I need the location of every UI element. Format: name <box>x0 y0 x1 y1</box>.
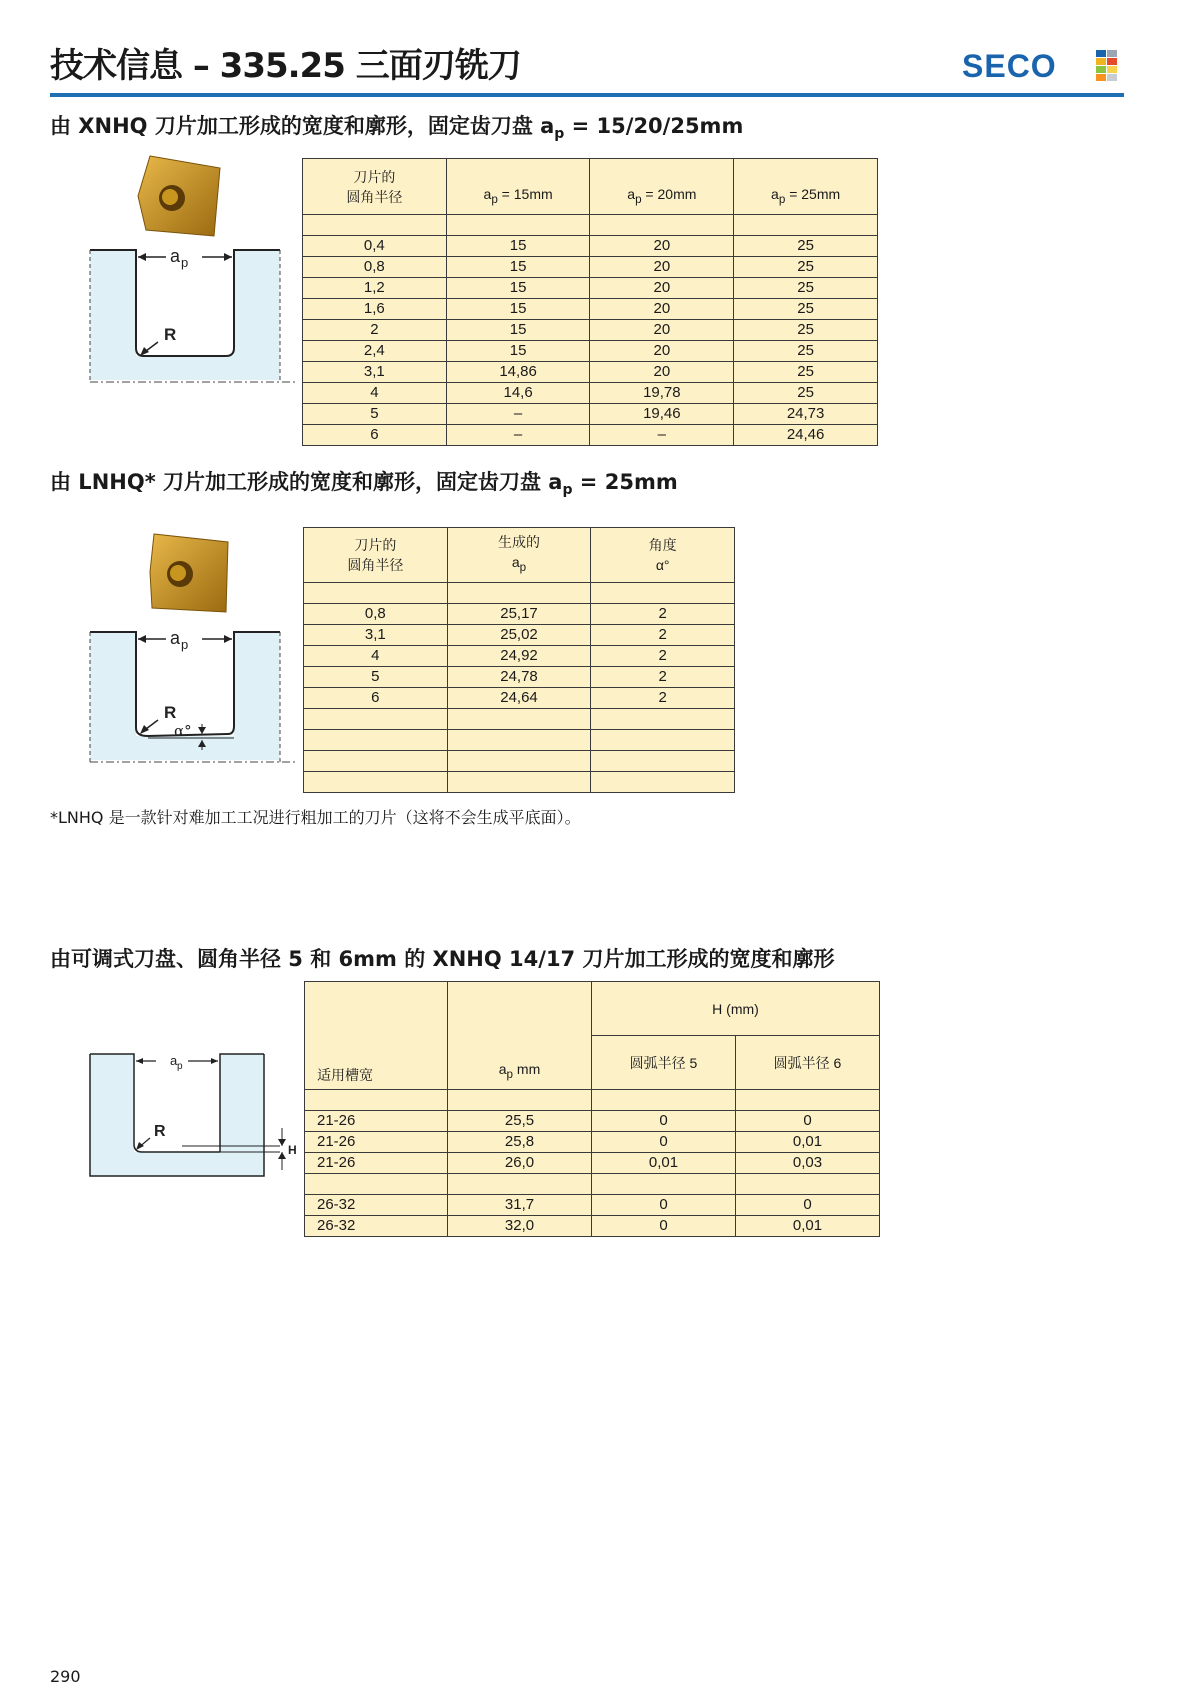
table-cell: 21-26 <box>305 1153 448 1174</box>
table-cell: 25,17 <box>447 604 591 625</box>
table-row <box>304 604 735 625</box>
table-cell: 4 <box>304 646 448 667</box>
table-cell: 3,1 <box>303 362 447 383</box>
table-cell: 2 <box>591 688 735 709</box>
table-cell: 26-32 <box>305 1216 448 1237</box>
section3-title: 由可调式刀盘、圆角半径 5 和 6mm 的 XNHQ 14/17 刀片加工形成的宽度和廓形 <box>50 947 835 971</box>
table-row <box>303 320 878 341</box>
section1-title: 由 XNHQ 刀片加工形成的宽度和廓形，固定齿刀盘 $a_p = 15/20/25mm$ <box>50 114 744 143</box>
table-cell: 19,46 <box>590 404 734 425</box>
table-cell: 6 <box>304 688 448 709</box>
table-cell: 0,01 <box>592 1153 736 1174</box>
table-cell: – <box>446 404 590 425</box>
page-number: 290 <box>50 1667 81 1686</box>
table-row <box>305 1111 880 1132</box>
table-cell: 15 <box>446 320 590 341</box>
seco-logo <box>962 48 1122 84</box>
header-rule <box>50 93 1124 97</box>
svg-text:R: R <box>164 703 177 722</box>
table-cell: 2 <box>303 320 447 341</box>
table-row <box>303 299 878 320</box>
table-cell: 0,8 <box>303 257 447 278</box>
col-header-arc-radius-6: 圆弧半径 6 <box>736 1036 880 1090</box>
table-cell: 0 <box>592 1111 736 1132</box>
table-row <box>305 1153 880 1174</box>
table-cell: 25 <box>734 236 878 257</box>
table-cell: 15 <box>446 278 590 299</box>
page-title: 技术信息 – 335.25 三面刃铣刀 <box>50 46 521 86</box>
table-cell: 25 <box>734 299 878 320</box>
svg-text:a: a <box>170 1053 178 1068</box>
table-row <box>303 383 878 404</box>
table-cell: 25 <box>734 362 878 383</box>
table-row <box>305 1132 880 1153</box>
table-cell: 32,0 <box>448 1216 592 1237</box>
table-cell: 20 <box>590 236 734 257</box>
svg-text:R: R <box>164 325 177 344</box>
table-cell: 0,4 <box>303 236 447 257</box>
svg-text:a: a <box>170 246 181 266</box>
table-cell: 26,0 <box>448 1153 592 1174</box>
svg-text:p: p <box>177 1061 183 1072</box>
table-row <box>303 425 878 446</box>
col-header-ap15: $a_p = 15mm$ <box>446 159 590 215</box>
table-cell: 24,46 <box>734 425 878 446</box>
table-cell: 14,6 <box>446 383 590 404</box>
table-cell: 25 <box>734 341 878 362</box>
col-header-ap25: $a_p = 25mm$ <box>734 159 878 215</box>
table-cell: 1,6 <box>303 299 447 320</box>
xnhq-fixed-width-table <box>302 158 878 446</box>
table-row <box>304 646 735 667</box>
table-row <box>303 404 878 425</box>
table-cell: 6 <box>303 425 447 446</box>
col-header-angle: 角度 α° <box>591 528 735 583</box>
table-cell: 15 <box>446 341 590 362</box>
table-cell: 26-32 <box>305 1195 448 1216</box>
table-row <box>303 341 878 362</box>
table-row <box>304 667 735 688</box>
table-row <box>304 625 735 646</box>
table-cell: 20 <box>590 278 734 299</box>
table-cell: 4 <box>303 383 447 404</box>
table-cell: 0 <box>736 1111 880 1132</box>
col-header-ap20: $a_p = 20mm$ <box>590 159 734 215</box>
xnhq-insert-diagram <box>88 150 298 390</box>
table-cell: 24,92 <box>447 646 591 667</box>
table-cell: 0 <box>736 1195 880 1216</box>
table-cell: 3,1 <box>304 625 448 646</box>
table-cell: 25,02 <box>447 625 591 646</box>
table-cell: 0,01 <box>736 1132 880 1153</box>
table-cell: 24,64 <box>447 688 591 709</box>
table-cell: 2 <box>591 625 735 646</box>
col-header-resulting-ap: 生成的 $a_p$ <box>447 528 591 583</box>
table-cell: 20 <box>590 257 734 278</box>
col-header-corner-radius: 刀片的 圆角半径 <box>303 159 447 215</box>
table-cell: 25 <box>734 278 878 299</box>
svg-text:H: H <box>288 1143 297 1157</box>
table-cell: 0,03 <box>736 1153 880 1174</box>
table-cell: 20 <box>590 320 734 341</box>
table-cell: 5 <box>304 667 448 688</box>
col-header-corner-radius: 刀片的 圆角半径 <box>304 528 448 583</box>
svg-text:p: p <box>181 255 189 270</box>
table-cell: 2 <box>591 646 735 667</box>
lnhq-fixed-width-table <box>303 527 735 793</box>
section2-title: 由 LNHQ* 刀片加工形成的宽度和廓形，固定齿刀盘 $a_p = 25mm$ <box>50 470 678 499</box>
table-cell: 25 <box>734 383 878 404</box>
svg-text:a: a <box>170 628 181 648</box>
svg-text:R: R <box>154 1123 166 1140</box>
table-cell: 2 <box>591 667 735 688</box>
table-cell: – <box>446 425 590 446</box>
table-cell: 15 <box>446 236 590 257</box>
svg-text:p: p <box>181 637 189 652</box>
table-cell: – <box>590 425 734 446</box>
table-row <box>303 278 878 299</box>
svg-text:α°: α° <box>174 722 192 740</box>
table-row <box>304 688 735 709</box>
table-cell: 15 <box>446 257 590 278</box>
table-cell: 24,73 <box>734 404 878 425</box>
table-cell: 19,78 <box>590 383 734 404</box>
col-header-h-group: H (mm) <box>592 982 880 1036</box>
adjustable-cutter-table <box>304 981 880 1237</box>
table-cell: 25 <box>734 320 878 341</box>
table-row <box>303 236 878 257</box>
table-cell: 0 <box>592 1195 736 1216</box>
table-cell: 25 <box>734 257 878 278</box>
table-cell: 20 <box>590 341 734 362</box>
table-row <box>303 257 878 278</box>
table-cell: 5 <box>303 404 447 425</box>
lnhq-footnote: *LNHQ 是一款针对难加工工况进行粗加工的刀片（这将不会生成平底面）。 <box>50 808 581 827</box>
table-cell: 15 <box>446 299 590 320</box>
table-cell: 25,8 <box>448 1132 592 1153</box>
table-cell: 0,01 <box>736 1216 880 1237</box>
col-header-arc-radius-5: 圆弧半径 5 <box>592 1036 736 1090</box>
lnhq-insert-diagram <box>88 528 298 768</box>
adjustable-cutter-diagram <box>86 1048 306 1183</box>
table-cell: 14,86 <box>446 362 590 383</box>
col-header-ap-mm: $a_p$ mm <box>448 982 592 1090</box>
table-cell: 21-26 <box>305 1132 448 1153</box>
table-cell: 0 <box>592 1216 736 1237</box>
table-cell: 2 <box>591 604 735 625</box>
table-cell: 20 <box>590 299 734 320</box>
table-cell: 21-26 <box>305 1111 448 1132</box>
table-row <box>305 1216 880 1237</box>
table-cell: 1,2 <box>303 278 447 299</box>
table-row <box>303 362 878 383</box>
table-cell: 24,78 <box>447 667 591 688</box>
table-cell: 0 <box>592 1132 736 1153</box>
table-cell: 25,5 <box>448 1111 592 1132</box>
table-cell: 0,8 <box>304 604 448 625</box>
brand-name: SECO <box>962 48 1057 84</box>
table-cell: 31,7 <box>448 1195 592 1216</box>
table-cell: 2,4 <box>303 341 447 362</box>
table-cell: 20 <box>590 362 734 383</box>
col-header-slot-width: 适用槽宽 <box>305 982 448 1090</box>
table-row <box>305 1195 880 1216</box>
